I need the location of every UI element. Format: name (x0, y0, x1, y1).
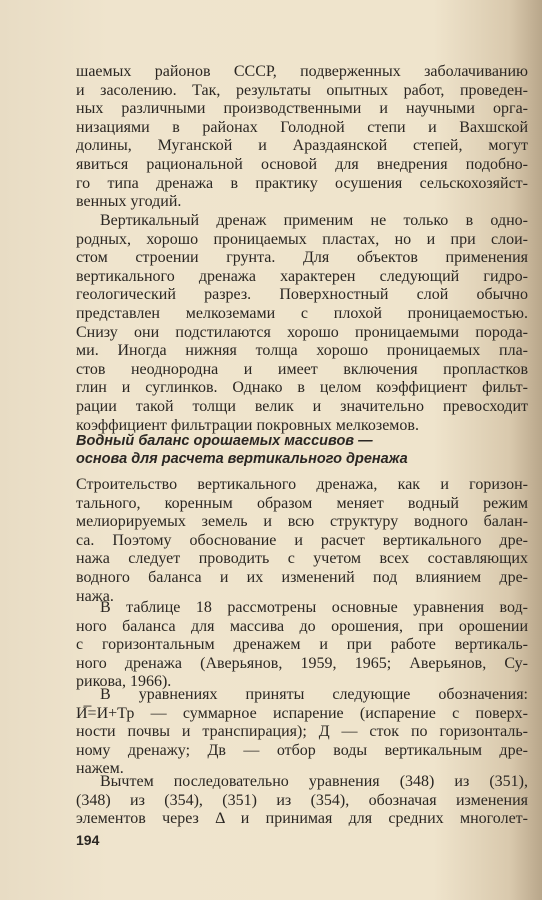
text-line: И̅=И+Тр — суммарное испарение (испарение с поверх- (76, 704, 528, 722)
text-line: ных различными производственными и научными орга- (76, 100, 528, 118)
text-line: нажа. (76, 587, 114, 605)
text-line: В уравнениях приняты следующие обозначения: (100, 686, 528, 703)
text-line: рикова, 1966). (76, 673, 172, 691)
text-line: стов неоднородна и имеет включения пропластков (76, 360, 528, 378)
text-line: мелиорируемых земель и всю структуру водного балан- (76, 513, 528, 531)
text-line: венных угодий. (76, 193, 182, 211)
text-line: водного баланса и их изменений под влиянием дре- (76, 568, 528, 586)
text-line: геологический разрез. Поверхностный слой обычно (76, 286, 528, 304)
text-line: представлен мелкоземами с плохой проницаемостью. (76, 304, 528, 322)
text-line: (348) из (354), (351) из (354), обозначая изменения (76, 791, 528, 809)
text-line: ного дренажа (Аверьянов, 1959, 1965; Аверьянов, Су- (76, 654, 528, 672)
text-line: коэффициент фильтрации покровных мелкоземов. (76, 416, 419, 434)
paragraph-vertical-drainage (76, 212, 528, 435)
section-heading (76, 432, 528, 468)
text-line: вертикального дренажа характерен следующий гидро- (76, 267, 528, 285)
text-line: стом строении грунта. Для объектов применения (76, 249, 528, 267)
page-number: 194 (76, 832, 100, 848)
heading-line: Водный баланс орошаемых массивов — (76, 433, 373, 449)
text-line: ного баланса для массива до орошения, при орошении (76, 617, 528, 635)
paragraph-notation (76, 686, 528, 779)
text-line: ми. Иногда нижняя толща хорошо проницаемых пла- (76, 342, 528, 360)
text-line: долины, Муганской и Араздаянской степей, могут (76, 137, 528, 155)
text-line: са. Поэтому обоснование и расчет вертикального дре- (76, 531, 528, 549)
paragraph-subtract-equations (76, 773, 528, 829)
text-line: Снизу они подстилаются хорошо проницаемыми порода- (76, 323, 528, 341)
text-line: ному дренажу; Дв — отбор воды вертикальным дре- (76, 741, 528, 759)
paragraph-table-18 (76, 599, 528, 692)
text-line: нажа следует проводить с учетом всех составляющих (76, 550, 528, 568)
text-line: Вычтем последовательно уравнения (348) из (351), (100, 773, 528, 790)
text-line: го типа дренажа в практику осушения сельскохозяйст- (76, 174, 528, 192)
text-line: Строительство вертикального дренажа, как и горизон- (76, 476, 528, 493)
text-line: элементов через Δ и принимая для средних многолет- (76, 810, 528, 828)
text-line: рации такой толщи велик и значительно превосходит (76, 397, 528, 415)
text-line: родных, хорошо проницаемых пластах, но и при слои- (76, 230, 528, 248)
text-line: и засолению. Так, результаты опытных работ, проведен- (76, 81, 528, 99)
text-line: шаемых районов СССР, подверженных заболачиванию (76, 63, 528, 80)
text-line: Вертикальный дренаж применим не только в одно- (100, 212, 528, 229)
text-line: тального, коренным образом меняет водный режим (76, 494, 528, 512)
text-line: нажем. (76, 760, 124, 778)
text-line: В таблице 18 рассмотрены основные уравнения вод- (100, 599, 528, 616)
text-line: с горизонтальным дренажем и при работе вертикаль- (76, 636, 528, 654)
heading-line: основа для расчета вертикального дренажа (76, 451, 408, 467)
text-line: явиться рациональной основой для внедрения подобно- (76, 155, 528, 173)
text-line: глин и суглинков. Однако в целом коэффициент фильт- (76, 379, 528, 397)
text-line: низациями в районах Голодной степи и Вахшской (76, 118, 528, 136)
paragraph-construction (76, 476, 528, 606)
paragraph-continuation (76, 63, 528, 212)
text-line: ности почвы и транспирация); Д — сток по горизонталь- (76, 723, 528, 741)
